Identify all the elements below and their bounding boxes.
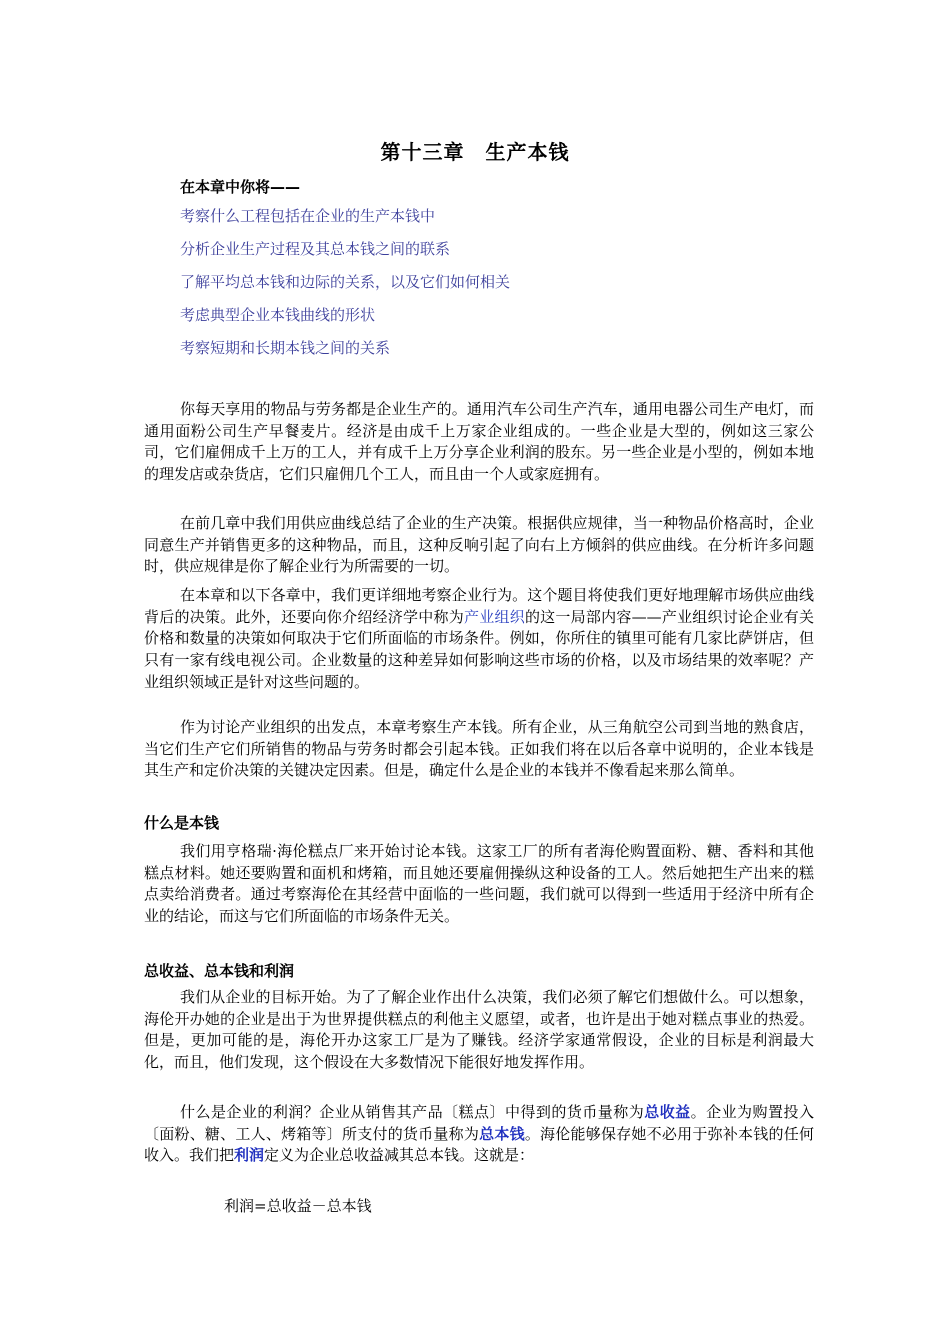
paragraph-firms: 你每天享用的物品与劳务都是企业生产的。通用汽车公司生产汽车，通用电器公司生产电灯，而通用面粉公司生产早餐麦片。经济是由成千上万家企业组成的。一些企业是大型的，例如这三家公司，它们雇佣成千上万的工人，并有成千上万分享企业利润的股东。另一些企业是小型的，例如本地的理发店或杂货店，它们只雇佣几个工人，而且由一个人或家庭拥有。: [144, 400, 814, 484]
paragraph-firm-goal: 我们从企业的目标开始。为了了解企业作出什么决策，我们必须了解它们想做什么。可以想象，海伦开办她的企业是出于为世界提供糕点的利他主义愿望，或者，也许是出于她对糕点事业的热爱。但是，更加可能的是，海伦开办这家工厂是为了赚钱。经济学家通常假设，企业的目标是利润最大化，而且，他们发现，这个假设在大多数情况下能很好地发挥作用。: [144, 988, 814, 1072]
text-segment: 的这一局部内容——产业组织讨论企业有关价格和数量的决策如何取决于它们所面临的市场条件。例如，你所住的镇里可能有几家比萨饼店，但只有一家有线电视公司。企业数量的这种差异如何影响这些市场的价格，以及市场结果的效率呢？产业组织领域正是针对这些问题的。: [144, 607, 814, 691]
paragraph-supply: 在前几章中我们用供应曲线总结了企业的生产决策。根据供应规律，当一种物品价格高时，企业同意生产并销售更多的这种物品，而且，这种反响引起了向右上方倾斜的供应曲线。在分析许多问题时，供应规律是你了解企业行为所需要的一切。: [144, 514, 814, 576]
text-segment: 定义为企业总收益减其总本钱。这就是：: [264, 1146, 535, 1165]
intro-heading: 在本章中你将——: [180, 178, 301, 196]
chapter-title: 第十三章 生产本钱: [380, 140, 570, 164]
keyword-industrial-organization: 产业组织: [463, 607, 525, 626]
paragraph-bakery: 我们用亨格瑞·海伦糕点厂来开始讨论本钱。这家工厂的所有者海伦购置面粉、糖、香料和其他糕点材料。她还要购置和面机和烤箱，而且她还要雇佣操纵这种设备的工人。然后她把生产出来的糕点卖给消费者。通过考察海伦在其经营中面临的一些问题，我们就可以得到一些适用于经济中所有企业的结论，而这与它们所面临的市场条件无关。: [144, 842, 814, 926]
paragraph-profit-definition: [144, 1102, 814, 1167]
text-segment: 什么是企业的利润？企业从销售其产品〔糕点〕中得到的货币量称为: [180, 1103, 645, 1121]
paragraph-production-cost: 作为讨论产业组织的出发点，本章考察生产本钱。所有企业，从三角航空公司到当地的熟食店，当它们生产它们所销售的物品与劳务时都会引起本钱。正如我们将在以后各章中说明的，企业本钱是其生产和定价决策的关键决定因素。但是，确定什么是企业的本钱并不像看起来那么简单。: [144, 718, 814, 780]
objective-item: 考虑典型企业本钱曲线的形状: [180, 306, 376, 324]
objectives-list: [180, 205, 510, 370]
text-segment: 。企业为购置投入〔面粉、糖、工人、烤箱等〕所支付的货币量称为: [144, 1103, 814, 1143]
objective-item: 考察什么工程包括在企业的生产本钱中: [180, 207, 436, 225]
text-segment: 。海伦能够保存她不必用于弥补本钱的任何收入。我们把: [144, 1124, 814, 1165]
text-segment: 在本章和以下各章中，我们更详细地考察企业行为。这个题目将使我们更好地理解市场供应曲线背后的决策。此外，还要向你介绍经济学中称为: [144, 586, 814, 626]
objective-item: 考察短期和长期本钱之间的关系: [180, 339, 391, 357]
keyword-total-cost: 总本钱: [479, 1124, 525, 1143]
keyword-total-revenue: 总收益: [644, 1103, 691, 1121]
paragraph-industrial-org: [144, 585, 814, 694]
objective-item: 了解平均总本钱和边际的关系，以及它们如何相关: [180, 273, 511, 291]
section-heading-what-is-cost: 什么是本钱: [144, 814, 220, 832]
profit-formula: 利润=总收益－总本钱: [224, 1197, 372, 1215]
keyword-profit: 利润: [234, 1146, 265, 1165]
section-heading-revenue-cost-profit: 总收益、总本钱和利润: [144, 962, 295, 980]
objective-item: 分析企业生产过程及其总本钱之间的联系: [180, 240, 451, 258]
